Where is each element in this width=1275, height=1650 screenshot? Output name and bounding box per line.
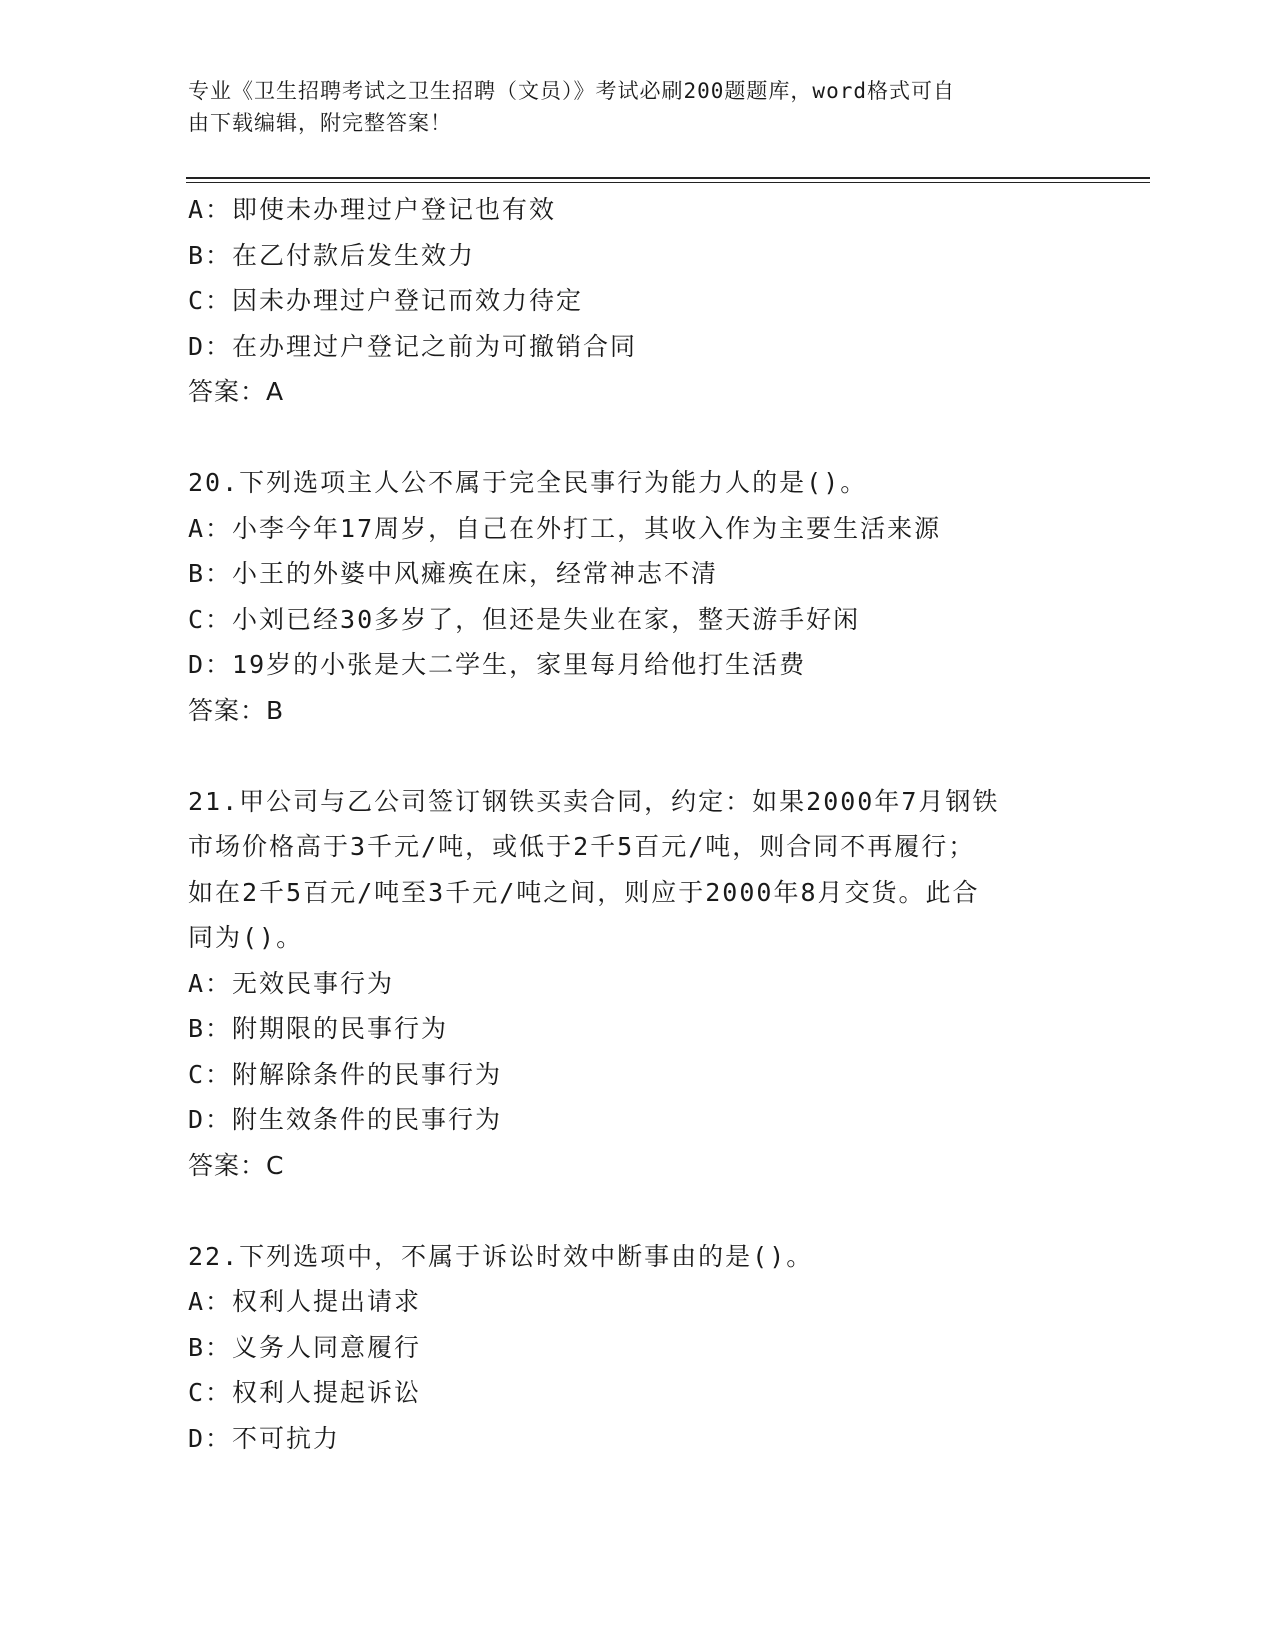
option-c: C：因未办理过户登记而效力待定 bbox=[188, 286, 584, 315]
option-a: A：无效民事行为 bbox=[188, 968, 395, 998]
answer: 答案：B bbox=[188, 695, 285, 725]
option-d: D：在办理过户登记之前为可撤销合同 bbox=[188, 331, 638, 361]
question-stem-line: 21.甲公司与乙公司签订钢铁买卖合同，约定：如果2000年7月钢铁 bbox=[188, 786, 1000, 816]
question-stem: 22.下列选项中，不属于诉讼时效中断事由的是()。 bbox=[188, 1241, 814, 1271]
option-b: B：小王的外婆中风瘫痪在床，经常神志不清 bbox=[188, 559, 719, 588]
spacer bbox=[188, 415, 1088, 461]
option-c: C：权利人提起诉讼 bbox=[188, 1378, 422, 1407]
question-21 bbox=[188, 779, 1088, 1189]
option-c: C：附解除条件的民事行为 bbox=[188, 1059, 503, 1089]
question-22 bbox=[188, 1234, 1088, 1462]
question-stem-line: 如在2千5百元/吨至3千元/吨之间，则应于2000年8月交货。此合 bbox=[188, 877, 980, 907]
option-a: A：即使未办理过户登记也有效 bbox=[188, 195, 557, 224]
question-stem-line: 同为()。 bbox=[188, 923, 304, 952]
question-stem: 20.下列选项主人公不属于完全民事行为能力人的是()。 bbox=[188, 468, 868, 497]
option-a: A：小李今年17周岁，自己在外打工，其收入作为主要生活来源 bbox=[188, 513, 942, 543]
question-20 bbox=[188, 460, 1088, 733]
question-19 bbox=[188, 187, 1088, 415]
header-divider-thin bbox=[186, 182, 1150, 183]
spacer bbox=[188, 1188, 1088, 1234]
question-stem-line: 市场价格高于3千元/吨，或低于2千5百元/吨，则合同不再履行； bbox=[188, 832, 976, 861]
answer: 答案：C bbox=[188, 1150, 285, 1180]
header-line-1: 专业《卫生招聘考试之卫生招聘（文员）》考试必刷200题题库，word格式可自 bbox=[188, 79, 955, 103]
option-d: D：19岁的小张是大二学生，家里每月给他打生活费 bbox=[188, 650, 807, 679]
option-c: C：小刘已经30多岁了，但还是失业在家，整天游手好闲 bbox=[188, 604, 861, 634]
spacer bbox=[188, 733, 1088, 779]
answer: 答案：A bbox=[188, 377, 285, 406]
option-d: D：不可抗力 bbox=[188, 1423, 341, 1453]
option-b: B：在乙付款后发生效力 bbox=[188, 240, 476, 270]
header-divider-thick bbox=[186, 177, 1150, 179]
option-a: A：权利人提出请求 bbox=[188, 1287, 422, 1316]
header-line-2: 由下载编辑，附完整答案！ bbox=[188, 111, 452, 135]
option-d: D：附生效条件的民事行为 bbox=[188, 1105, 503, 1134]
option-b: B：附期限的民事行为 bbox=[188, 1014, 449, 1043]
option-b: B：义务人同意履行 bbox=[188, 1332, 422, 1362]
document-header bbox=[188, 75, 1068, 139]
question-content bbox=[188, 187, 1088, 1461]
